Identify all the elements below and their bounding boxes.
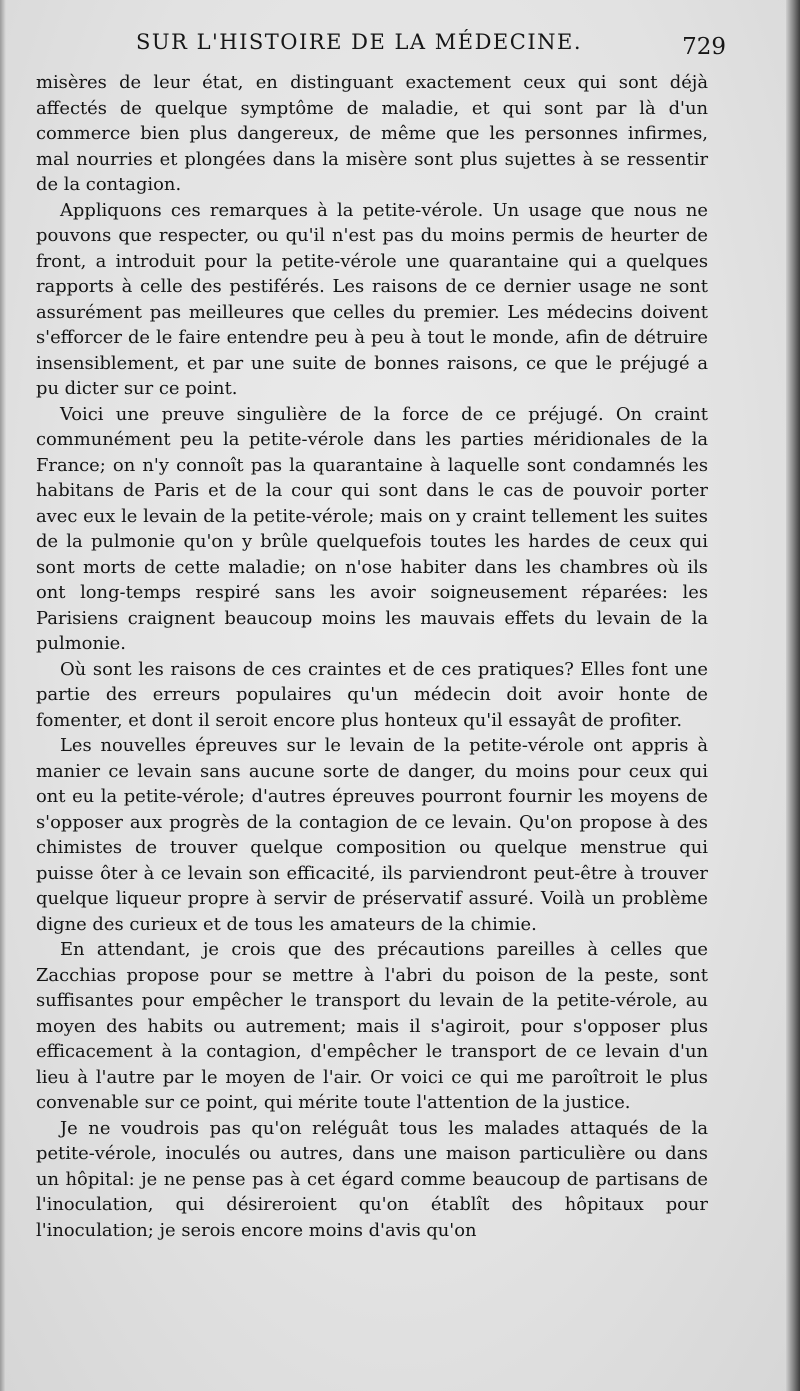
- body-text: [36, 70, 708, 1243]
- page-header: [36, 26, 726, 66]
- paragraph-7: Je ne voudrois pas qu'on reléguât tous les malades attaqués de la petite-vérole, inoculés ou autres, dans une maison particulière ou dans un hôpital: je ne pense pas à cet égard comme beaucoup de partisans de l'inoculation, qui désireroient qu'on établît des hôpitaux pour l'inoculation; je serois encore moins d'avis qu'on: [36, 1117, 708, 1241]
- paragraph-3: Voici une preuve singulière de la force de ce préjugé. On craint communément peu la petite-vérole dans les parties méridionales de la France; on n'y connoît pas la quarantaine à laquelle sont condamnés les habitans de Paris et de la cour qui sont dans le cas de pouvoir porter avec eux le levain de la petite-vérole; mais on y craint tellement les suites de la pulmonie qu'on y brûle quelquefois toutes les hardes de ceux qui sont morts de cette maladie; on n'ose habiter dans les chambres où ils ont long-temps respiré sans les avoir soigneusement réparées: les Parisiens craignent beaucoup moins les mauvais effets du levain de la pulmonie.: [36, 403, 708, 654]
- paragraph-5: Les nouvelles épreuves sur le levain de la petite-vérole ont appris à manier ce levain sans aucune sorte de danger, du moins pour ceux qui ont eu la petite-vérole; d'autres épreuves pourront fournir les moyens de s'opposer aux progrès de la contagion de ce levain. Qu'on propose à des chimistes de trouver quelque composition ou quelque menstrue qui puisse ôter à ce levain son efficacité, ils parviendront peut-être à trouver quelque liqueur propre à servir de préservatif assuré. Voilà un problème digne des curieux et de tous les amateurs de la chimie.: [36, 735, 708, 935]
- paragraph-2: Appliquons ces remarques à la petite-vérole. Un usage que nous ne pouvons que respecter, ou qu'il n'est pas du moins permis de heurter de front, a introduit pour la petite-vérole une quarantaine qui a quelques rapports à celle des pestiférés. Les raisons de ce dernier usage ne sont assurément pas meilleures que celles du premier. Les médecins doivent s'efforcer de le faire entendre peu à peu à tout le monde, afin de détruire insensiblement, et par une suite de bonnes raisons, ce que le préjugé a pu dicter sur ce point.: [36, 199, 708, 399]
- page-number: 729: [682, 34, 726, 60]
- paragraph-1: misères de leur état, en distinguant exactement ceux qui sont déjà affectés de quelque symptôme de maladie, et qui sont par là d'un commerce bien plus dangereux, de même que les personnes infirmes, mal nourries et plongées dans la misère sont plus sujettes à se ressentir de la contagion.: [36, 72, 708, 195]
- paragraph-6: En attendant, je crois que des précautions pareilles à celles que Zacchias propose pour se mettre à l'abri du poison de la peste, sont suffisantes pour empêcher le transport du levain de la petite-vérole, au moyen des habits ou autrement; mais il s'agiroit, pour s'opposer plus efficacement à la contagion, d'empêcher le transport de ce levain d'un lieu à l'autre par le moyen de l'air. Or voici ce qui me paroîtroit le plus convenable sur ce point, qui mérite toute l'attention de la justice.: [36, 939, 708, 1113]
- page-edge-shadow: [786, 0, 800, 1391]
- page-gutter-shadow: [0, 0, 6, 1391]
- paragraph-4: Où sont les raisons de ces craintes et de ces pratiques? Elles font une partie des erreurs populaires qu'un médecin doit avoir honte de fomenter, et dont il seroit encore plus honteux qu'il essayât de profiter.: [36, 658, 708, 731]
- running-title: SUR L'HISTOIRE DE LA MÉDECINE.: [136, 30, 582, 54]
